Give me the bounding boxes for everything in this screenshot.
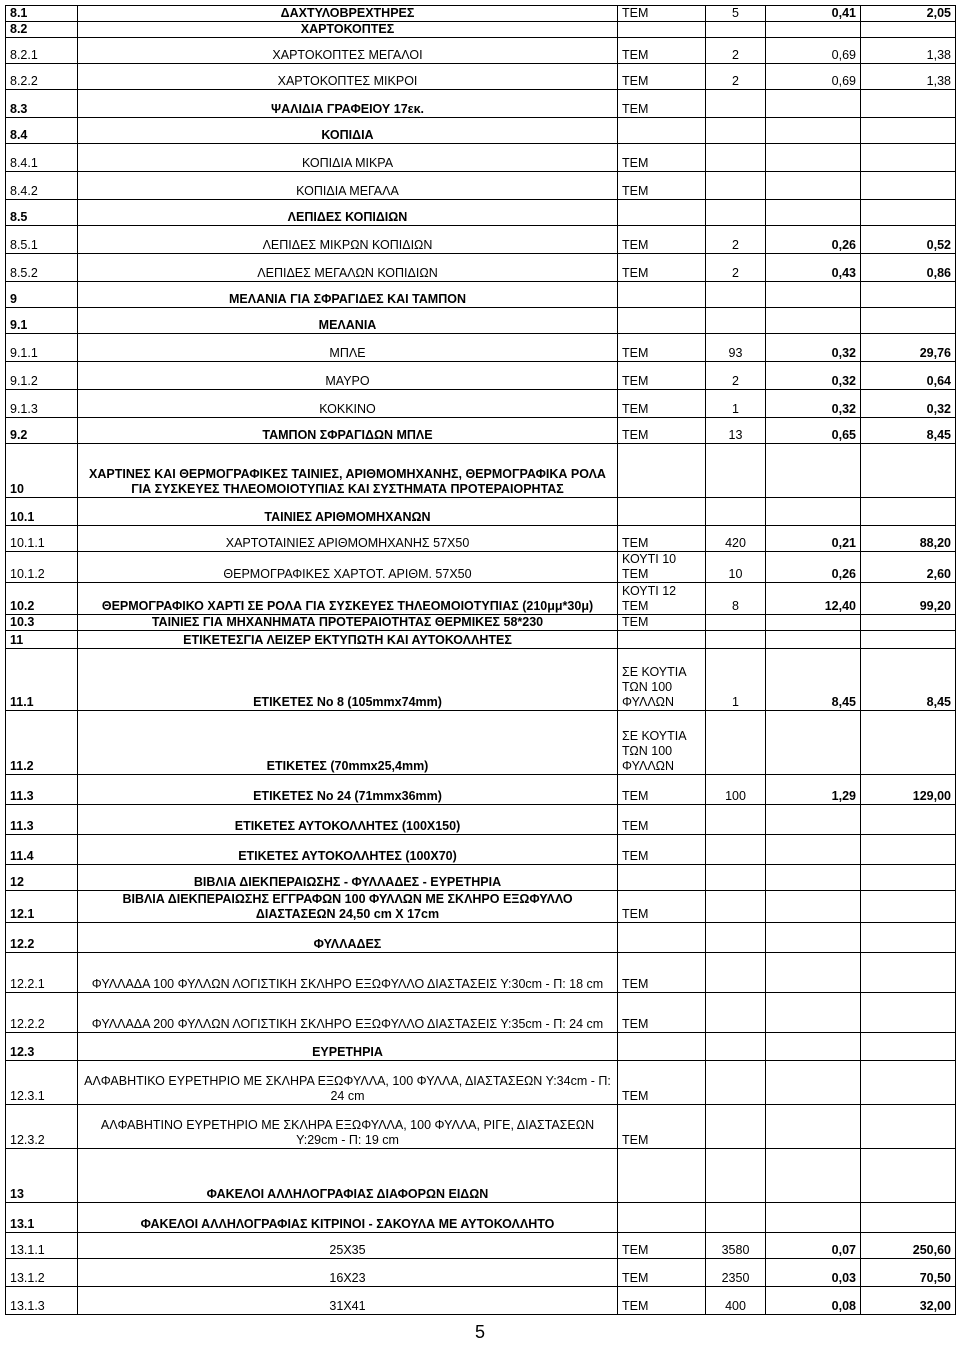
- cell-code: 10.1: [6, 498, 78, 526]
- table-row: [6, 953, 956, 993]
- cell-price: [766, 711, 861, 775]
- cell-qty: 3580: [706, 1233, 766, 1259]
- cell-code: 9.1: [6, 308, 78, 334]
- cell-code: 8.1: [6, 6, 78, 22]
- cell-total: [861, 953, 956, 993]
- cell-price: [766, 1203, 861, 1233]
- table-row: [6, 498, 956, 526]
- cell-qty: [706, 444, 766, 498]
- cell-code: 10.3: [6, 615, 78, 631]
- cell-qty: 2: [706, 226, 766, 254]
- cell-qty: [706, 22, 766, 38]
- cell-price: 0,21: [766, 526, 861, 552]
- table-row: [6, 200, 956, 226]
- cell-qty: [706, 711, 766, 775]
- table-row: [6, 334, 956, 362]
- cell-qty: [706, 993, 766, 1033]
- cell-code: 9.1.2: [6, 362, 78, 390]
- cell-code: 8.4.2: [6, 172, 78, 200]
- table-row: [6, 1203, 956, 1233]
- cell-desc: ΕΤΙΚΕΤΕΣ (70mmx25,4mm): [78, 711, 618, 775]
- table-row: [6, 6, 956, 22]
- cell-unit: ΤΕΜ: [618, 1233, 706, 1259]
- cell-code: 11.4: [6, 835, 78, 865]
- cell-desc: 16Χ23: [78, 1259, 618, 1287]
- cell-code: 12.2: [6, 923, 78, 953]
- cell-total: 1,38: [861, 64, 956, 90]
- table-row: [6, 631, 956, 649]
- cell-unit: ΤΕΜ: [618, 334, 706, 362]
- cell-code: 12.2.1: [6, 953, 78, 993]
- cell-total: [861, 1033, 956, 1061]
- cell-price: [766, 1149, 861, 1203]
- cell-qty: [706, 200, 766, 226]
- cell-qty: [706, 1033, 766, 1061]
- cell-total: 0,86: [861, 254, 956, 282]
- cell-code: 8.2.2: [6, 64, 78, 90]
- cell-desc: ΕΤΙΚΕΤΕΣ Νο 8 (105mmx74mm): [78, 649, 618, 711]
- cell-unit: ΤΕΜ: [618, 254, 706, 282]
- cell-qty: [706, 631, 766, 649]
- cell-total: [861, 711, 956, 775]
- cell-qty: 1: [706, 649, 766, 711]
- cell-qty: [706, 835, 766, 865]
- cell-price: [766, 615, 861, 631]
- cell-total: [861, 615, 956, 631]
- cell-price: [766, 22, 861, 38]
- cell-qty: [706, 1105, 766, 1149]
- cell-code: 12: [6, 865, 78, 891]
- cell-total: [861, 144, 956, 172]
- cell-total: [861, 1061, 956, 1105]
- cell-price: 0,69: [766, 64, 861, 90]
- cell-price: [766, 118, 861, 144]
- cell-code: 13.1: [6, 1203, 78, 1233]
- cell-desc: ΜΕΛΑΝΙΑ: [78, 308, 618, 334]
- cell-unit: ΤΕΜ: [618, 993, 706, 1033]
- table-row: [6, 835, 956, 865]
- table-row: [6, 993, 956, 1033]
- cell-total: 250,60: [861, 1233, 956, 1259]
- cell-unit: ΤΕΜ: [618, 775, 706, 805]
- table-row: [6, 1033, 956, 1061]
- cell-code: 10.1.1: [6, 526, 78, 552]
- cell-qty: 2: [706, 38, 766, 64]
- cell-total: [861, 308, 956, 334]
- cell-price: [766, 90, 861, 118]
- cell-price: [766, 891, 861, 923]
- cell-total: 99,20: [861, 583, 956, 615]
- cell-desc: ΤΑΙΝΙΕΣ ΓΙΑ ΜΗΧΑΝΗΜΑΤΑ ΠΡΟΤΕΡΑΙΟΤΗΤΑΣ ΘΕΡΜΙΚΕΣ 58*230: [78, 615, 618, 631]
- table-row: [6, 362, 956, 390]
- cell-price: [766, 865, 861, 891]
- cell-total: [861, 993, 956, 1033]
- cell-code: 12.1: [6, 891, 78, 923]
- cell-qty: 2350: [706, 1259, 766, 1287]
- cell-total: 88,20: [861, 526, 956, 552]
- table-row: [6, 144, 956, 172]
- cell-desc: ΧΑΡΤΟΤΑΙΝΙΕΣ ΑΡΙΘΜΟΜΗΧΑΝΗΣ 57Χ50: [78, 526, 618, 552]
- cell-total: [861, 444, 956, 498]
- cell-desc: ΚΟΠΙΔΙΑ ΜΙΚΡΑ: [78, 144, 618, 172]
- cell-qty: 93: [706, 334, 766, 362]
- table-row: [6, 583, 956, 615]
- items-table-body: [6, 6, 956, 1315]
- cell-code: 8.3: [6, 90, 78, 118]
- cell-unit: [618, 631, 706, 649]
- cell-code: 8.5: [6, 200, 78, 226]
- cell-desc: ΒΙΒΛΙΑ ΔΙΕΚΠΕΡΑΙΩΣΗΣ ΕΓΓΡΑΦΩΝ 100 ΦΥΛΛΩΝ ΜΕ ΣΚΛΗΡΟ ΕΞΩΦΥΛΛΟ ΔΙΑΣΤΑΣΕΩΝ 24,50 cm Χ 17cm: [78, 891, 618, 923]
- cell-desc: ΦΑΚΕΛΟΙ ΑΛΛΗΛΟΓΡΑΦΙΑΣ ΚΙΤΡΙΝΟΙ - ΣΑΚΟΥΛΑ ΜΕ ΑΥΤΟΚΟΛΛΗΤΟ: [78, 1203, 618, 1233]
- cell-qty: 13: [706, 418, 766, 444]
- cell-desc: ΕΥΡΕΤΗΡΙΑ: [78, 1033, 618, 1061]
- table-row: [6, 22, 956, 38]
- cell-total: 8,45: [861, 418, 956, 444]
- cell-price: 0,26: [766, 552, 861, 583]
- cell-unit: [618, 1203, 706, 1233]
- cell-price: 0,07: [766, 1233, 861, 1259]
- cell-total: [861, 923, 956, 953]
- page-number: 5: [474, 1322, 485, 1342]
- table-row: [6, 775, 956, 805]
- cell-unit: [618, 118, 706, 144]
- items-table: [5, 5, 956, 1315]
- cell-desc: ΚΟΠΙΔΙΑ ΜΕΓΑΛΑ: [78, 172, 618, 200]
- cell-total: 0,52: [861, 226, 956, 254]
- cell-code: 10.1.2: [6, 552, 78, 583]
- cell-desc: ΧΑΡΤΟΚΟΠΤΕΣ ΜΕΓΑΛΟΙ: [78, 38, 618, 64]
- cell-desc: ΕΤΙΚΕΤΕΣ ΑΥΤΟΚΟΛΛΗΤΕΣ (100Χ150): [78, 805, 618, 835]
- cell-code: 10.2: [6, 583, 78, 615]
- cell-desc: ΚΟΚΚΙΝΟ: [78, 390, 618, 418]
- cell-price: 0,65: [766, 418, 861, 444]
- cell-total: [861, 22, 956, 38]
- table-row: [6, 865, 956, 891]
- cell-unit: ΤΕΜ: [618, 144, 706, 172]
- cell-total: 2,05: [861, 6, 956, 22]
- cell-unit: ΤΕΜ: [618, 1287, 706, 1315]
- table-row: [6, 1061, 956, 1105]
- cell-desc: ΑΛΦΑΒΗΤΙΝΟ ΕΥΡΕΤΗΡΙΟ ΜΕ ΣΚΛΗΡΑ ΕΞΩΦΥΛΛΑ, 100 ΦΥΛΛΑ, ΡΙΓΕ, ΔΙΑΣΤΑΣΕΩΝ Υ:29cm - Π: 19 cm: [78, 1105, 618, 1149]
- cell-desc: ΨΑΛΙΔΙΑ ΓΡΑΦΕΙΟΥ 17εκ.: [78, 90, 618, 118]
- cell-desc: ΤΑΜΠΟΝ ΣΦΡΑΓΙΔΩΝ ΜΠΛΕ: [78, 418, 618, 444]
- cell-unit: ΤΕΜ: [618, 526, 706, 552]
- cell-qty: [706, 498, 766, 526]
- cell-price: 0,43: [766, 254, 861, 282]
- cell-desc: ΛΕΠΙΔΕΣ ΜΕΓΑΛΩΝ ΚΟΠΙΔΙΩΝ: [78, 254, 618, 282]
- cell-unit: ΤΕΜ: [618, 953, 706, 993]
- cell-qty: 10: [706, 552, 766, 583]
- cell-qty: [706, 1061, 766, 1105]
- cell-price: 0,32: [766, 334, 861, 362]
- cell-desc: ΘΕΡΜΟΓΡΑΦΙΚΟ ΧΑΡΤΙ ΣΕ ΡΟΛΑ ΓΙΑ ΣΥΣΚΕΥΕΣ ΤΗΛΕΟΜΟΙΟΤΥΠΙΑΣ (210μμ*30μ): [78, 583, 618, 615]
- cell-price: [766, 631, 861, 649]
- cell-desc: ΛΕΠΙΔΕΣ ΜΙΚΡΩΝ ΚΟΠΙΔΙΩΝ: [78, 226, 618, 254]
- cell-qty: 420: [706, 526, 766, 552]
- table-row: [6, 1233, 956, 1259]
- cell-desc: ΤΑΙΝΙΕΣ ΑΡΙΘΜΟΜΗΧΑΝΩΝ: [78, 498, 618, 526]
- cell-price: [766, 1033, 861, 1061]
- cell-total: [861, 1105, 956, 1149]
- cell-code: 9.1.1: [6, 334, 78, 362]
- cell-qty: [706, 282, 766, 308]
- cell-price: [766, 144, 861, 172]
- cell-unit: ΤΕΜ: [618, 172, 706, 200]
- cell-price: 0,08: [766, 1287, 861, 1315]
- cell-price: 0,26: [766, 226, 861, 254]
- table-row: [6, 1149, 956, 1203]
- cell-unit: ΤΕΜ: [618, 64, 706, 90]
- cell-price: [766, 498, 861, 526]
- cell-code: 8.5.1: [6, 226, 78, 254]
- cell-price: [766, 835, 861, 865]
- cell-total: 29,76: [861, 334, 956, 362]
- table-row: [6, 805, 956, 835]
- cell-qty: [706, 1203, 766, 1233]
- cell-unit: ΤΕΜ: [618, 891, 706, 923]
- cell-qty: [706, 923, 766, 953]
- cell-price: [766, 200, 861, 226]
- cell-unit: ΤΕΜ: [618, 226, 706, 254]
- cell-qty: 5: [706, 6, 766, 22]
- table-row: [6, 172, 956, 200]
- cell-code: 11.3: [6, 805, 78, 835]
- cell-code: 13.1.1: [6, 1233, 78, 1259]
- cell-price: [766, 993, 861, 1033]
- cell-qty: [706, 615, 766, 631]
- cell-total: 1,38: [861, 38, 956, 64]
- cell-qty: 8: [706, 583, 766, 615]
- table-row: [6, 711, 956, 775]
- cell-unit: ΚΟΥΤΙ 10 ΤΕΜ: [618, 552, 706, 583]
- cell-total: [861, 865, 956, 891]
- cell-desc: ΜΠΛΕ: [78, 334, 618, 362]
- cell-price: 0,03: [766, 1259, 861, 1287]
- cell-total: [861, 805, 956, 835]
- cell-code: 9.1.3: [6, 390, 78, 418]
- table-row: [6, 254, 956, 282]
- table-row: [6, 390, 956, 418]
- table-row: [6, 282, 956, 308]
- cell-unit: [618, 444, 706, 498]
- cell-unit: [618, 498, 706, 526]
- cell-qty: [706, 90, 766, 118]
- cell-unit: ΤΕΜ: [618, 6, 706, 22]
- table-row: [6, 1287, 956, 1315]
- cell-unit: ΤΕΜ: [618, 418, 706, 444]
- cell-total: [861, 631, 956, 649]
- cell-desc: ΦΥΛΛΑΔΑ 200 ΦΥΛΛΩΝ ΛΟΓΙΣΤΙΚΗ ΣΚΛΗΡΟ ΕΞΩΦΥΛΛΟ ΔΙΑΣΤΑΣΕΙΣ Υ:35cm - Π: 24 cm: [78, 993, 618, 1033]
- cell-qty: [706, 953, 766, 993]
- cell-total: 70,50: [861, 1259, 956, 1287]
- cell-code: 8.2.1: [6, 38, 78, 64]
- table-row: [6, 526, 956, 552]
- cell-code: 8.2: [6, 22, 78, 38]
- cell-code: 13: [6, 1149, 78, 1203]
- table-row: [6, 923, 956, 953]
- cell-desc: ΕΤΙΚΕΤΕΣΓΙΑ ΛΕΙΖΕΡ ΕΚΤΥΠΩΤΗ ΚΑΙ ΑΥΤΟΚΟΛΛΗΤΕΣ: [78, 631, 618, 649]
- cell-unit: ΤΕΜ: [618, 90, 706, 118]
- cell-total: [861, 172, 956, 200]
- cell-price: [766, 172, 861, 200]
- cell-code: 11: [6, 631, 78, 649]
- cell-code: 13.1.2: [6, 1259, 78, 1287]
- cell-unit: [618, 865, 706, 891]
- table-row: [6, 615, 956, 631]
- cell-unit: [618, 1033, 706, 1061]
- cell-qty: [706, 118, 766, 144]
- cell-qty: [706, 308, 766, 334]
- cell-unit: ΤΕΜ: [618, 835, 706, 865]
- cell-code: 10: [6, 444, 78, 498]
- cell-price: [766, 1105, 861, 1149]
- cell-desc: ΕΤΙΚΕΤΕΣ ΑΥΤΟΚΟΛΛΗΤΕΣ (100Χ70): [78, 835, 618, 865]
- table-row: [6, 1259, 956, 1287]
- cell-unit: ΣΕ ΚΟΥΤΙΑ ΤΩΝ 100 ΦΥΛΛΩΝ: [618, 711, 706, 775]
- cell-qty: [706, 144, 766, 172]
- cell-desc: ΦΥΛΛΑΔΑ 100 ΦΥΛΛΩΝ ΛΟΓΙΣΤΙΚΗ ΣΚΛΗΡΟ ΕΞΩΦΥΛΛΟ ΔΙΑΣΤΑΣΕΙΣ Υ:30cm - Π: 18 cm: [78, 953, 618, 993]
- cell-total: 2,60: [861, 552, 956, 583]
- cell-price: [766, 1061, 861, 1105]
- table-row: [6, 552, 956, 583]
- cell-qty: 2: [706, 254, 766, 282]
- cell-desc: ΧΑΡΤΟΚΟΠΤΕΣ: [78, 22, 618, 38]
- cell-total: [861, 90, 956, 118]
- cell-qty: [706, 805, 766, 835]
- cell-price: [766, 308, 861, 334]
- cell-code: 12.2.2: [6, 993, 78, 1033]
- cell-qty: 400: [706, 1287, 766, 1315]
- cell-qty: [706, 172, 766, 200]
- cell-unit: [618, 1149, 706, 1203]
- cell-code: 12.3.2: [6, 1105, 78, 1149]
- cell-desc: ΕΤΙΚΕΤΕΣ Νο 24 (71mmx36mm): [78, 775, 618, 805]
- cell-unit: ΤΕΜ: [618, 1061, 706, 1105]
- table-row: [6, 308, 956, 334]
- table-row: [6, 90, 956, 118]
- cell-code: 12.3.1: [6, 1061, 78, 1105]
- cell-desc: ΜΕΛΑΝΙΑ ΓΙΑ ΣΦΡΑΓΙΔΕΣ ΚΑΙ ΤΑΜΠΟΝ: [78, 282, 618, 308]
- cell-total: [861, 891, 956, 923]
- cell-total: [861, 835, 956, 865]
- cell-price: [766, 805, 861, 835]
- cell-code: 12.3: [6, 1033, 78, 1061]
- cell-desc: ΒΙΒΛΙΑ ΔΙΕΚΠΕΡΑΙΩΣΗΣ - ΦΥΛΛΑΔΕΣ - ΕΥΡΕΤΗΡΙΑ: [78, 865, 618, 891]
- cell-total: 0,64: [861, 362, 956, 390]
- cell-unit: ΣΕ ΚΟΥΤΙΑ ΤΩΝ 100 ΦΥΛΛΩΝ: [618, 649, 706, 711]
- table-row: [6, 649, 956, 711]
- table-row: [6, 1105, 956, 1149]
- cell-price: 0,69: [766, 38, 861, 64]
- cell-unit: [618, 200, 706, 226]
- cell-qty: 100: [706, 775, 766, 805]
- cell-total: [861, 200, 956, 226]
- cell-total: [861, 118, 956, 144]
- table-row: [6, 226, 956, 254]
- cell-desc: 31Χ41: [78, 1287, 618, 1315]
- cell-total: [861, 498, 956, 526]
- cell-code: 8.5.2: [6, 254, 78, 282]
- table-row: [6, 64, 956, 90]
- table-row: [6, 444, 956, 498]
- cell-total: [861, 282, 956, 308]
- cell-price: 1,29: [766, 775, 861, 805]
- cell-desc: ΚΟΠΙΔΙΑ: [78, 118, 618, 144]
- cell-total: 8,45: [861, 649, 956, 711]
- cell-total: [861, 1203, 956, 1233]
- cell-unit: [618, 282, 706, 308]
- cell-price: [766, 444, 861, 498]
- cell-desc: ΦΥΛΛΑΔΕΣ: [78, 923, 618, 953]
- cell-desc: ΜΑΥΡΟ: [78, 362, 618, 390]
- cell-code: 8.4.1: [6, 144, 78, 172]
- cell-desc: ΔΑΧΤΥΛΟΒΡΕΧΤΗΡΕΣ: [78, 6, 618, 22]
- cell-desc: ΛΕΠΙΔΕΣ ΚΟΠΙΔΙΩΝ: [78, 200, 618, 226]
- cell-desc: ΧΑΡΤΙΝΕΣ ΚΑΙ ΘΕΡΜΟΓΡΑΦΙΚΕΣ ΤΑΙΝΙΕΣ, ΑΡΙΘΜΟΜΗΧΑΝΗΣ, ΘΕΡΜΟΓΡΑΦΙΚΑ ΡΟΛΑ ΓΙΑ ΣΥΣΚΕΥΕΣ ΤΗΛΕΟΜΟΙΟΤΥΠΙΑΣ ΚΑΙ ΣΥΣΤΗΜΑΤΑ ΠΡΟΤΕΡΑΙΟΡΗΤΑΣ: [78, 444, 618, 498]
- cell-price: [766, 953, 861, 993]
- cell-unit: ΤΕΜ: [618, 1105, 706, 1149]
- cell-unit: ΚΟΥΤΙ 12 ΤΕΜ: [618, 583, 706, 615]
- cell-qty: 2: [706, 362, 766, 390]
- cell-desc: ΘΕΡΜΟΓΡΑΦΙΚΕΣ ΧΑΡΤΟΤ. ΑΡΙΘΜ. 57Χ50: [78, 552, 618, 583]
- cell-total: 0,32: [861, 390, 956, 418]
- cell-code: 11.3: [6, 775, 78, 805]
- cell-unit: ΤΕΜ: [618, 615, 706, 631]
- cell-unit: ΤΕΜ: [618, 362, 706, 390]
- cell-unit: ΤΕΜ: [618, 805, 706, 835]
- table-row: [6, 418, 956, 444]
- cell-price: [766, 282, 861, 308]
- cell-qty: [706, 1149, 766, 1203]
- cell-code: 9: [6, 282, 78, 308]
- cell-code: 11.2: [6, 711, 78, 775]
- cell-price: 12,40: [766, 583, 861, 615]
- cell-qty: [706, 891, 766, 923]
- cell-unit: [618, 308, 706, 334]
- table-row: [6, 38, 956, 64]
- cell-desc: ΑΛΦΑΒΗΤΙΚΟ ΕΥΡΕΤΗΡΙΟ ΜΕ ΣΚΛΗΡΑ ΕΞΩΦΥΛΛΑ, 100 ΦΥΛΛΑ, ΔΙΑΣΤΑΣΕΩΝ Υ:34cm - Π: 24 cm: [78, 1061, 618, 1105]
- cell-price: 0,32: [766, 390, 861, 418]
- cell-unit: ΤΕΜ: [618, 390, 706, 418]
- cell-total: 129,00: [861, 775, 956, 805]
- cell-code: 9.2: [6, 418, 78, 444]
- cell-unit: [618, 923, 706, 953]
- cell-code: 11.1: [6, 649, 78, 711]
- cell-code: 13.1.3: [6, 1287, 78, 1315]
- cell-qty: [706, 865, 766, 891]
- table-row: [6, 118, 956, 144]
- cell-qty: 1: [706, 390, 766, 418]
- cell-unit: ΤΕΜ: [618, 1259, 706, 1287]
- cell-desc: ΦΑΚΕΛΟΙ ΑΛΛΗΛΟΓΡΑΦΙΑΣ ΔΙΑΦΟΡΩΝ ΕΙΔΩΝ: [78, 1149, 618, 1203]
- cell-price: [766, 923, 861, 953]
- cell-unit: [618, 22, 706, 38]
- cell-total: [861, 1149, 956, 1203]
- cell-unit: ΤΕΜ: [618, 38, 706, 64]
- cell-price: 0,41: [766, 6, 861, 22]
- cell-price: 0,32: [766, 362, 861, 390]
- table-row: [6, 891, 956, 923]
- cell-desc: 25Χ35: [78, 1233, 618, 1259]
- cell-price: 8,45: [766, 649, 861, 711]
- cell-desc: ΧΑΡΤΟΚΟΠΤΕΣ ΜΙΚΡΟΙ: [78, 64, 618, 90]
- cell-total: 32,00: [861, 1287, 956, 1315]
- cell-qty: 2: [706, 64, 766, 90]
- cell-code: 8.4: [6, 118, 78, 144]
